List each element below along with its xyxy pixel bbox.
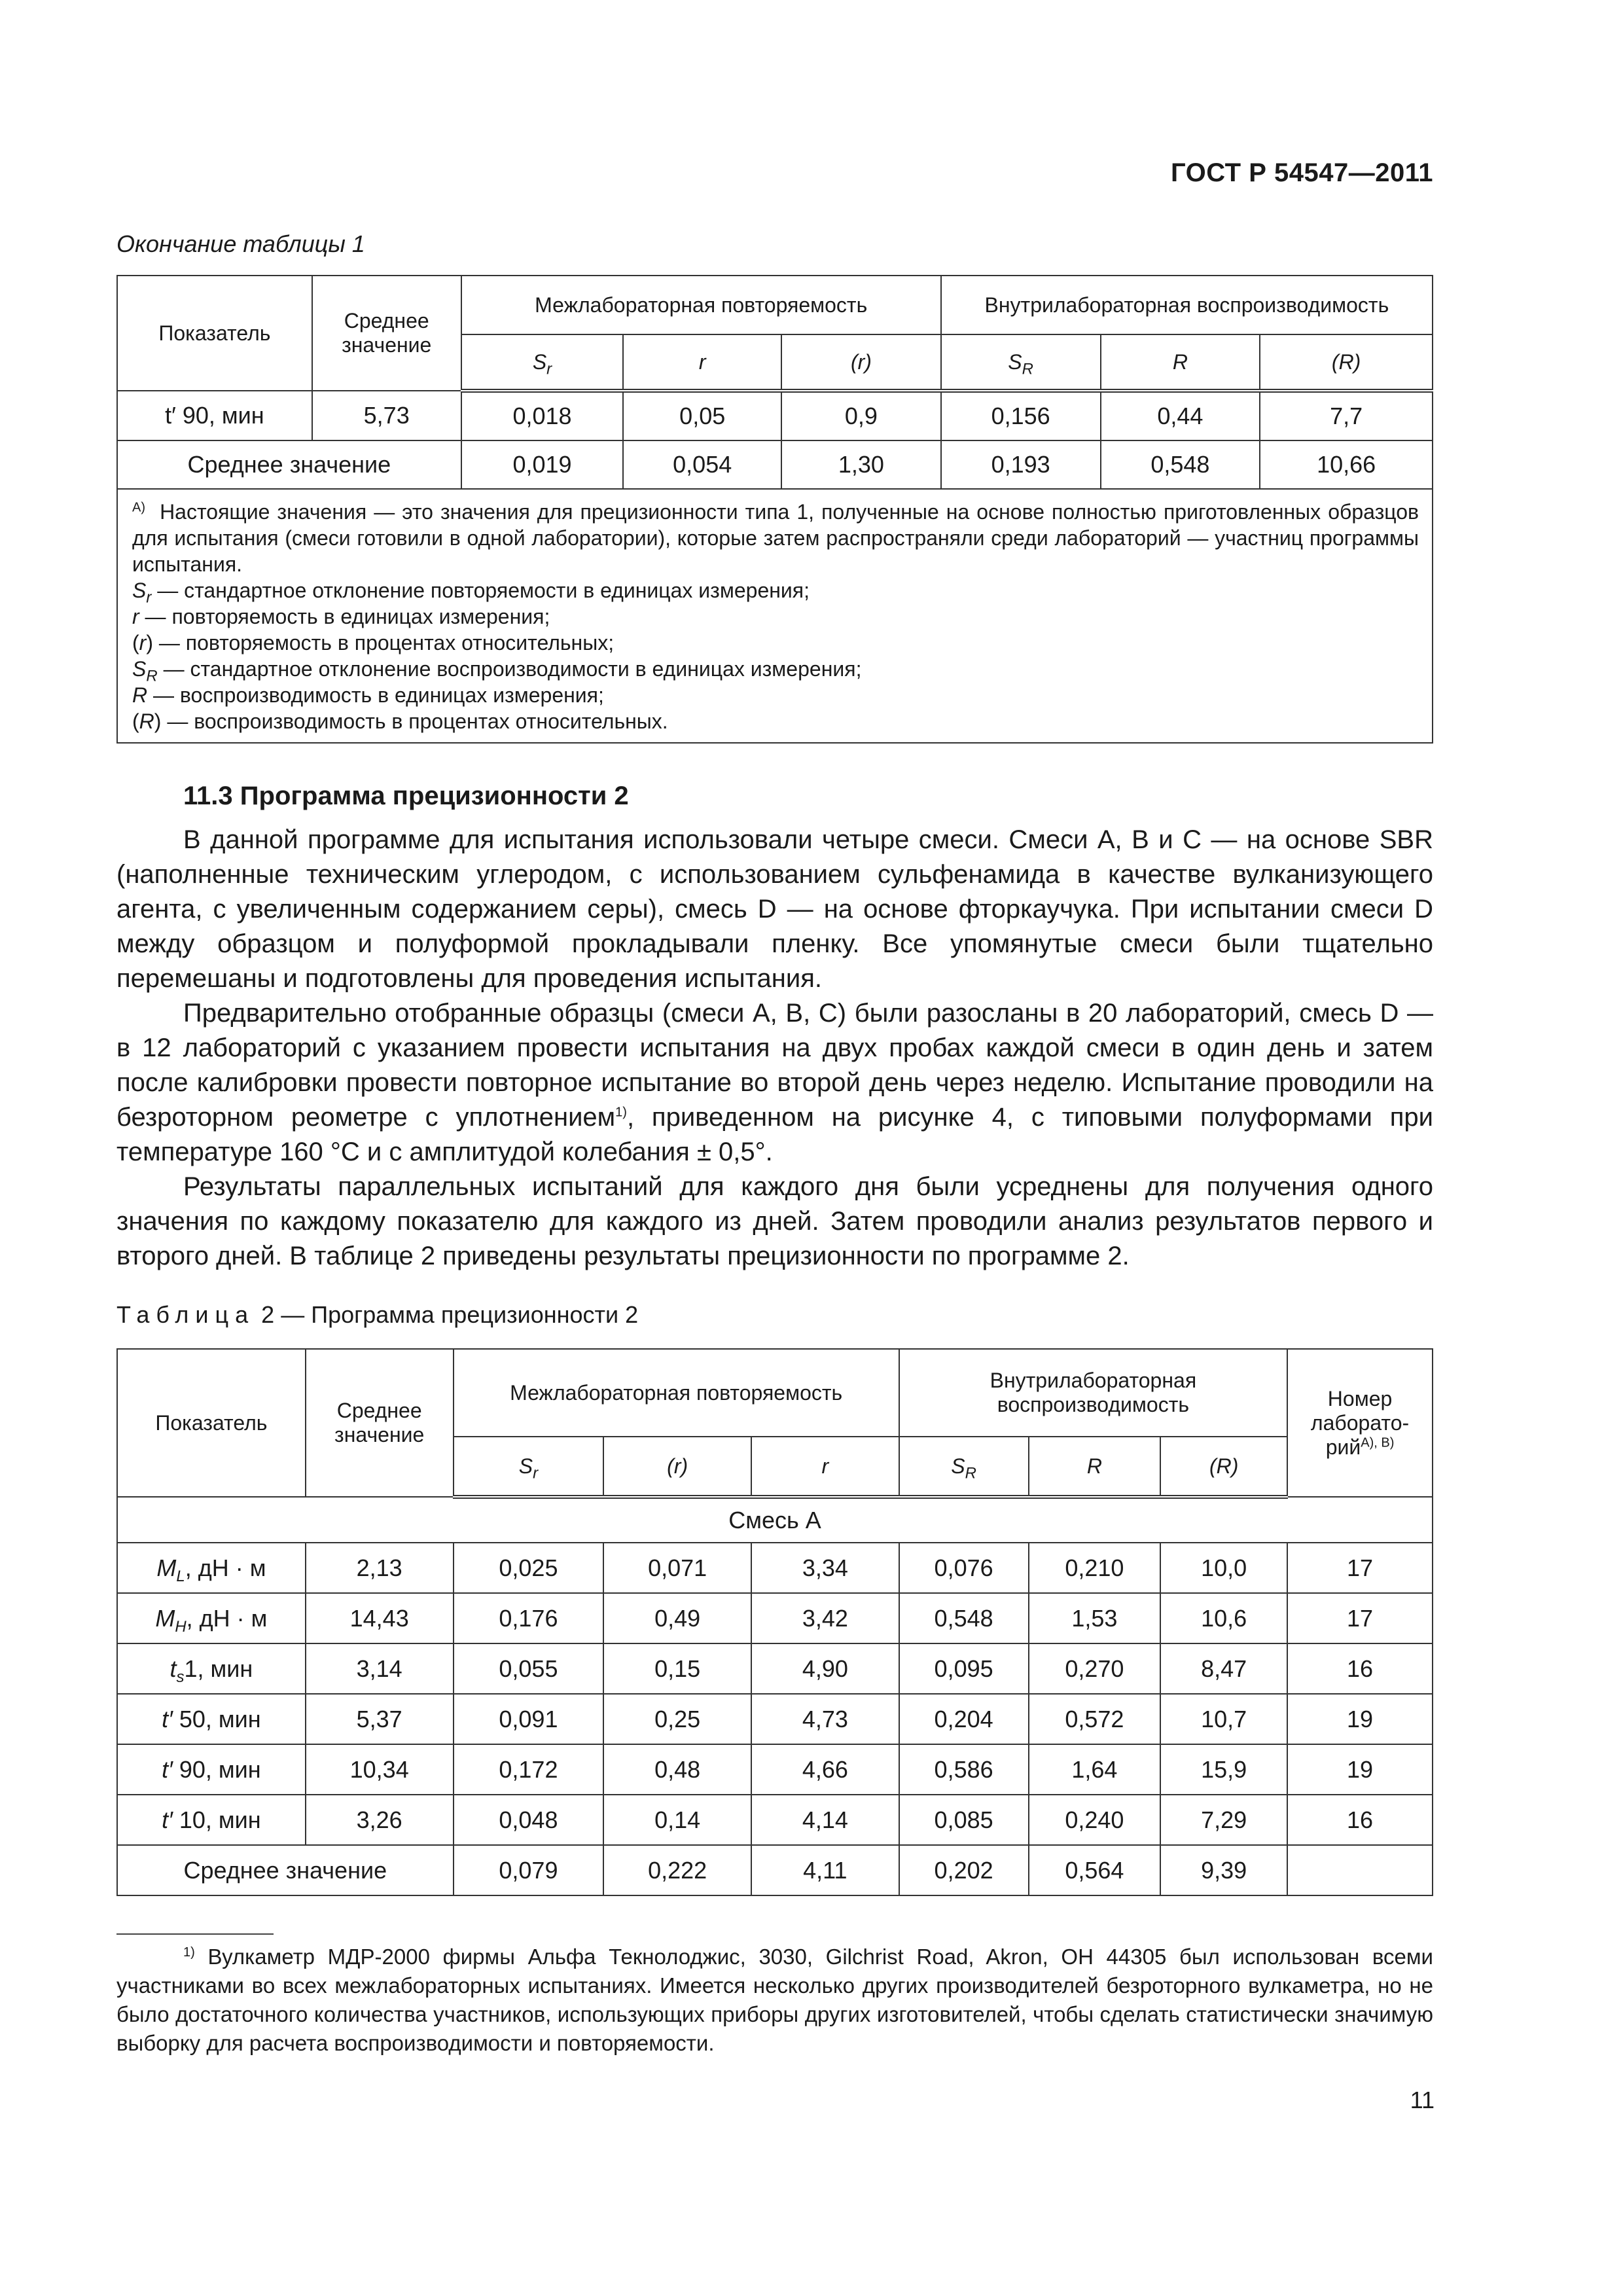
col-group-reproducibility: Внутрилабораторная воспроизводимость — [899, 1349, 1287, 1437]
cell: 0,055 — [454, 1643, 604, 1694]
paragraph: В данной программе для испытания использовали четыре смеси. Смеси А, В и С — на основе SBR (наполненные техническим углеродом, с использованием сульфенамида в качестве вулканизующего агента, с увеличенным содержанием серы), смесь D — на основе фторкаучука. При испытании смеси D между образцом и полуформой прокладывали пленку. Все упомянутые смеси были тщательно перемешаны и подготовлены для проведения испытания. — [116, 825, 1433, 993]
cell-indicator: $M_L$, дН · м — [117, 1543, 306, 1593]
cell: 1,64 — [1029, 1744, 1161, 1795]
note-sr: $S_r$ — стандартное отклонение повторяемости в единицах измерения; — [132, 579, 810, 607]
mix-label: Смесь А — [117, 1497, 1433, 1543]
cell: 1,53 — [1029, 1593, 1161, 1643]
note-a: $^{A)}$ Настоящие значения — это значения для прецизионности типа 1, полученные на основе полностью приготовленных образцов для испытания (смеси готовили в одной лаборатории), которые затем распространяли среди лабораторий — участниц программы испытания. — [132, 500, 1419, 576]
standard-code: ГОСТ Р 54547—2011 — [1171, 158, 1433, 187]
table2-caption: Таблица 2 — Программа прецизионности 2 — [116, 1301, 639, 1328]
col-r-pct: (r) — [603, 1437, 751, 1497]
cell: 0,048 — [454, 1795, 604, 1845]
table-row-mean — [117, 440, 1433, 489]
cell-indicator: t′ 10, мин — [117, 1795, 306, 1845]
table1-header-row — [117, 276, 1433, 334]
col-R: R — [1101, 334, 1260, 391]
cell: 3,42 — [751, 1593, 899, 1643]
col-indicator: Показатель — [117, 1349, 306, 1497]
col-group-repeatability: Межлабораторная повторяемость — [461, 276, 941, 334]
cell: 0,079 — [454, 1845, 604, 1895]
cell: 2,13 — [306, 1543, 454, 1593]
table1 — [116, 275, 1433, 744]
cell: 0,176 — [454, 1593, 604, 1643]
cell: 4,11 — [751, 1845, 899, 1895]
cell: 0,204 — [899, 1694, 1029, 1744]
table-row — [117, 1744, 1433, 1795]
cell: 0,071 — [603, 1543, 751, 1593]
col-sr: $S_r$ — [454, 1437, 604, 1497]
cell: 0,548 — [1101, 440, 1260, 489]
table-row — [117, 1593, 1433, 1643]
col-R-pct: (R) — [1260, 334, 1433, 391]
table-row — [117, 1543, 1433, 1593]
cell: 19 — [1287, 1694, 1433, 1744]
cell: 5,73 — [312, 391, 461, 440]
table-row-mean — [117, 1845, 1433, 1895]
cell: 0,193 — [941, 440, 1101, 489]
note-R-pct: (R) — воспроизводимость в процентах относительных. — [132, 709, 668, 733]
cell: 0,076 — [899, 1543, 1029, 1593]
section-title: 11.3 Программа прецизионности 2 — [183, 781, 629, 810]
col-lab-count: Номер лаборато-рий$^{A), B)}$ — [1287, 1349, 1433, 1497]
cell: 0,095 — [899, 1643, 1029, 1694]
cell: 0,05 — [623, 391, 781, 440]
cell: 0,091 — [454, 1694, 604, 1744]
cell: 0,572 — [1029, 1694, 1161, 1744]
cell: 0,019 — [461, 440, 624, 489]
cell: 0,49 — [603, 1593, 751, 1643]
cell-indicator: t′ 90, мин — [117, 1744, 306, 1795]
cell: 3,34 — [751, 1543, 899, 1593]
cell: 0,564 — [1029, 1845, 1161, 1895]
cell: 0,025 — [454, 1543, 604, 1593]
cell: 17 — [1287, 1593, 1433, 1643]
table2-header-row — [117, 1349, 1433, 1437]
cell: 0,240 — [1029, 1795, 1161, 1845]
cell: 0,9 — [781, 391, 941, 440]
cell: 1,30 — [781, 440, 941, 489]
cell: 0,156 — [941, 391, 1101, 440]
cell-indicator: $M_H$, дН · м — [117, 1593, 306, 1643]
cell-mean-label: Среднее значение — [117, 440, 461, 489]
footnote-ref: 1) — [615, 1105, 627, 1120]
col-group-reproducibility: Внутрилабораторная воспроизводимость — [941, 276, 1433, 334]
cell: 9,39 — [1160, 1845, 1287, 1895]
cell: 10,66 — [1260, 440, 1433, 489]
col-sR: $S_R$ — [899, 1437, 1029, 1497]
cell: 4,66 — [751, 1744, 899, 1795]
col-sR: $S_R$ — [941, 334, 1101, 391]
col-sr: $S_r$ — [461, 334, 624, 391]
cell: 10,6 — [1160, 1593, 1287, 1643]
cell: 10,7 — [1160, 1694, 1287, 1744]
cell-mean-label: Среднее значение — [117, 1845, 454, 1895]
cell: 10,34 — [306, 1744, 454, 1795]
note-r: r — повторяемость в единицах измерения; — [132, 605, 550, 628]
cell: 7,7 — [1260, 391, 1433, 440]
col-group-repeatability: Межлабораторная повторяемость — [454, 1349, 899, 1437]
col-r: r — [751, 1437, 899, 1497]
cell: 0,270 — [1029, 1643, 1161, 1694]
table-notes — [117, 489, 1433, 743]
footnote-divider — [116, 1933, 274, 1935]
cell: 0,054 — [623, 440, 781, 489]
cell — [1287, 1845, 1433, 1895]
cell: 16 — [1287, 1795, 1433, 1845]
cell: 17 — [1287, 1543, 1433, 1593]
table-row — [117, 1795, 1433, 1845]
paragraph: Предварительно отобранные образцы (смеси А, В, С) были разосланы в 20 лабораторий, смесь D — в 12 лабораторий с указанием провести испытания на двух пробах каждой смеси в один день и затем после калибровки провести повторное испытание во второй день через неделю. Испытание проводили на безроторном реометре с уплотнением$^{1)}$, приведенном на рисунке 4, с типовыми полуформами при температуре 160 °С и с амплитудой колебания ± 0,5°. — [116, 999, 1433, 1166]
note-R: R — воспроизводимость в единицах измерения; — [132, 683, 604, 707]
cell: 19 — [1287, 1744, 1433, 1795]
cell: 0,548 — [899, 1593, 1029, 1643]
cell: 8,47 — [1160, 1643, 1287, 1694]
cell: 0,25 — [603, 1694, 751, 1744]
page-number: 11 — [1410, 2087, 1435, 2113]
col-mean: Среднее значение — [306, 1349, 454, 1497]
footnote-mark: 1) — [183, 1945, 195, 1960]
table2-body — [117, 1543, 1433, 1845]
cell: 5,37 — [306, 1694, 454, 1744]
cell: 15,9 — [1160, 1744, 1287, 1795]
paragraph: Результаты параллельных испытаний для каждого дня были усреднены для получения одного значения по каждому показателю для каждого из дней. Затем проводили анализ результатов первого и второго дней. В таблице 2 приведены результаты прецизионности по программе 2. — [116, 1172, 1433, 1270]
col-R-pct: (R) — [1160, 1437, 1287, 1497]
table2 — [116, 1348, 1433, 1896]
cell: 0,085 — [899, 1795, 1029, 1845]
cell: 4,90 — [751, 1643, 899, 1694]
cell-indicator: $t_s1$, мин — [117, 1643, 306, 1694]
cell: 0,172 — [454, 1744, 604, 1795]
cell: 0,210 — [1029, 1543, 1161, 1593]
cell: 0,15 — [603, 1643, 751, 1694]
table-row — [117, 391, 1433, 440]
cell: 3,14 — [306, 1643, 454, 1694]
cell: 0,44 — [1101, 391, 1260, 440]
table1-notes-row — [117, 489, 1433, 743]
cell: 4,14 — [751, 1795, 899, 1845]
mix-header-row — [117, 1497, 1433, 1543]
cell-indicator: t′ 90, мин — [117, 391, 312, 440]
table1-caption: Окончание таблицы 1 — [116, 230, 365, 257]
cell: 16 — [1287, 1643, 1433, 1694]
section-11-3 — [116, 779, 1433, 1274]
note-sR: $S_R$ — стандартное отклонение воспроизводимости в единицах измерения; — [132, 657, 862, 685]
cell: 14,43 — [306, 1593, 454, 1643]
cell: 10,0 — [1160, 1543, 1287, 1593]
col-indicator: Показатель — [117, 276, 312, 391]
footnote — [116, 1943, 1433, 2058]
table-row — [117, 1694, 1433, 1744]
col-r-pct: (r) — [781, 334, 941, 391]
footnote-text: Вулкаметр МДР-2000 фирмы Альфа Текнолоджис, 3030, Gilchrist Road, Akron, OH 44305 был использован всеми участниками во всех межлабораторных испытаниях. Имеется несколько других производителей безроторного вулкаметра, но не было достаточного количества участников, использующих приборы других изготовителей, чтобы сделать статистически значимую выборку для расчета воспроизводимости и повторяемости. — [116, 1945, 1433, 2055]
cell: 4,73 — [751, 1694, 899, 1744]
cell: 3,26 — [306, 1795, 454, 1845]
cell-indicator: t′ 50, мин — [117, 1694, 306, 1744]
col-mean: Среднее значение — [312, 276, 461, 391]
cell: 0,018 — [461, 391, 624, 440]
table-row — [117, 1643, 1433, 1694]
note-r-pct: (r) — повторяемость в процентах относительных; — [132, 631, 615, 655]
cell: 0,48 — [603, 1744, 751, 1795]
cell: 0,586 — [899, 1744, 1029, 1795]
cell: 0,14 — [603, 1795, 751, 1845]
col-r: r — [623, 334, 781, 391]
cell: 0,202 — [899, 1845, 1029, 1895]
cell: 7,29 — [1160, 1795, 1287, 1845]
col-R: R — [1029, 1437, 1161, 1497]
cell: 0,222 — [603, 1845, 751, 1895]
